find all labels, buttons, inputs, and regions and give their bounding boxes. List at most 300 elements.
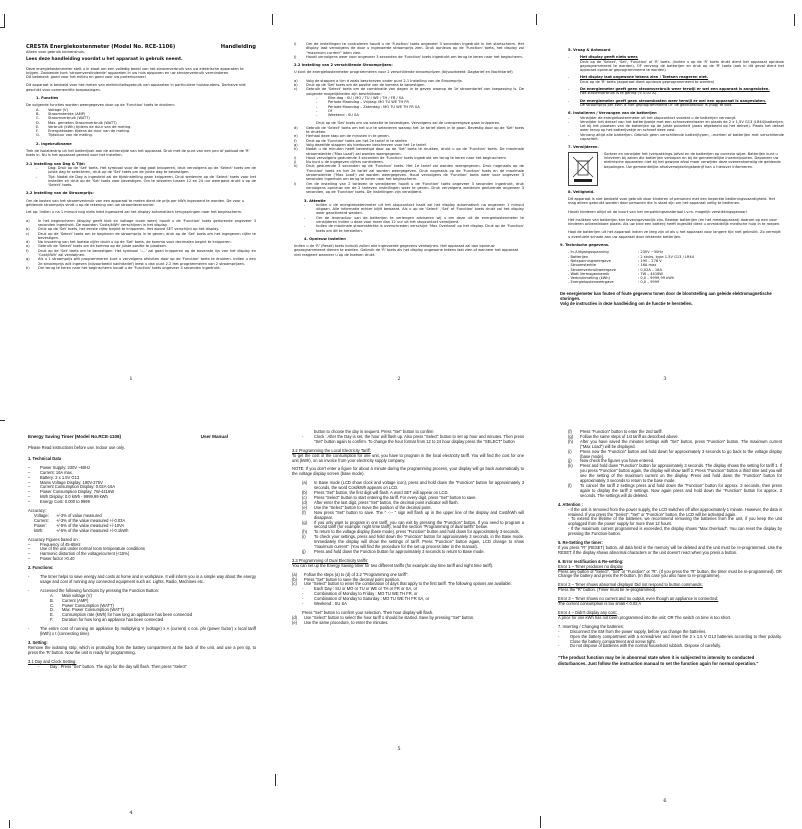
spec-value: : 16A max — [638, 263, 657, 268]
bullet: - The entire cost of running an appliance by multiplying V (voltage) x A (current) x cos. phi (power factor) x local tariff (kWh) x t (connecting time). — [28, 626, 256, 637]
function-list — [26, 108, 256, 138]
list-text: +/-5% of the value measured +/-0.1kWh — [56, 527, 129, 533]
paragraph: Dit apparaat is bedoeld voor het meten van elektriciteitsgebruik van apparaten in particuliere huishoudens. Derhalve niet geschikt voor commerciële toepassingen. — [26, 83, 246, 92]
error-title: Error 3 – Timer shows no current and no output, even though an appliance is connected: — [558, 596, 719, 602]
section-heading: 8. Veiligheid. — [568, 189, 595, 194]
list-marker: - — [316, 100, 318, 105]
section-heading: 1. Technical Data — [28, 455, 62, 461]
list-text: Press and hold down "Function" button for approximately 3 seconds. The display shows the setting for tariff 1. If you press "Function" button again, the display will show tariff 2. Press "Function" button a third time and you will see the setting of the maximum current on the display. Press and hold down the "Function" button for approximately 3 seconds to return to the base mode. — [580, 463, 782, 484]
step-list — [294, 79, 524, 96]
page-2 — [268, 0, 530, 410]
page-3 — [534, 0, 796, 410]
spec-value: : 230V ~50Hz — [638, 250, 663, 255]
list-text: Gebruik de 'Select' toets om de komma op de juiste positie te plaatsen. — [38, 244, 167, 249]
list-text: Periode Maandag – Vrijdag: MO TU WE TH FR — [328, 100, 409, 105]
list-item — [28, 500, 256, 505]
spec-value: : 7W – 4416W — [638, 271, 663, 276]
paragraph: Indien u de 'R' (Reset) toets indrukt zullen alle ingevoerde gegevens verdwijnen. Het apparaat zal dan opnieuw geprogrammeerd dienen te worden. Gebruik de 'R' toets als het display ongewone tekens laat zien of wanneer het apparaat niet reageert wanneer u op de toetsen drukt. — [294, 244, 519, 257]
list-text: Use the same procedure, to enter the minutes. — [304, 619, 389, 625]
section-heading: 3. Setting: — [28, 640, 48, 645]
list-marker: (f) — [568, 429, 572, 434]
footer-note: De energiemeter kan fouten of foute gegevens tonen door de blootstelling aan geleide elektromagnetische storingen. — [560, 290, 772, 301]
list-text: After enter the last digit, press "Set" button, the decimal point indicator will flash. — [314, 499, 459, 505]
section-heading: 2.1 Instelling van Dag & Tijd: — [26, 161, 86, 166]
list-item — [50, 618, 256, 623]
list-text: Use of the unit under normal room temperature conditions — [40, 546, 145, 552]
list-item — [26, 133, 256, 137]
list-marker: (i) — [568, 448, 572, 454]
list-text: Tijdsduur van de meting. — [48, 133, 93, 138]
list-text: Verwijder de energiekostenmeter uit het stopcontact voordat u de batterijen vervangt. — [580, 115, 737, 120]
list-marker: a) — [26, 218, 30, 223]
list-marker: (b) — [292, 576, 298, 582]
section-heading: 2.2 Instelling van 2 verschillende Stroomprijzen: — [294, 63, 393, 68]
page-number: 6 — [663, 798, 667, 804]
list-marker: - — [316, 108, 318, 113]
paragraph: U kunt de energiekostenmeter programmeren voor 2 verschillende stroomprijzen (bijvoorbeeld: Dagtarief en Nachttarief) — [294, 70, 513, 75]
list-text: Use the "Select" button to move the position of the decimal point. — [314, 504, 432, 510]
list-text: Max. gemeten Stroomverbruik (WATT) — [48, 120, 117, 125]
list-text: Om de instellingen te controleren houdt u de 'Function' toets ongeveer 3 seconden ingedrukt in het startscherm. Het display laat vervolgens de door u ingevoerde stroomprijs zien. Druk opnieuw op de 'Function' toets, het display zal "maximum current" laten zien. — [306, 42, 524, 55]
list-marker: (d) — [302, 499, 308, 505]
list-text: Do not dispose of batteries with the normal household rubbish. Dispose of carefully. — [570, 643, 722, 649]
list-text: Press and hold down the Function button for approximately 3 seconds to return to Base mode. — [314, 548, 485, 554]
list-marker: - — [568, 115, 570, 120]
spec-label: - Stroomverbruikweergave — [568, 267, 616, 272]
list-marker: (h) — [568, 438, 574, 444]
list-marker: k) — [294, 164, 298, 169]
list-marker: (a) — [302, 480, 308, 486]
crop-mark — [275, 774, 276, 786]
list-marker: i) — [294, 155, 297, 160]
attention-item: - If the unit is removed from the power supply, the LCD switches off after approximately 1 minute. However, the data is retained. If you press the "Select", "Set" or "Function" button, the LCD will be activated again. — [568, 506, 782, 517]
bullet-list — [26, 166, 256, 187]
paragraph: Druk op de 'Set' toets om uw selectie te bevestigen. Vervolgens zal de urenweergave gaan knipperen. — [316, 121, 501, 126]
bullet: - The timer helps to save energy and costs at home and in workplace. It will inform you in a simple way about the energy usage and cost of running any connected equipment such as: Lights, Radio, Machines etc.. — [28, 574, 256, 584]
list-marker: f) — [294, 138, 297, 143]
spec-label: - Watt Vermogenbereik — [568, 271, 610, 276]
list-text: Follow the steps (a) to (d) of 3.2 "Programming one tariff". — [304, 571, 409, 577]
option-list — [292, 587, 524, 607]
list-text: Gebruik de 'Select' toets om het uur te selecteren waarop het 1e tarief dient in te gaan. Bevestig door op de 'Set' toets te drukken. — [306, 125, 524, 135]
list-item — [26, 175, 256, 188]
paragraph: button to choose the day in sequent. Press "Set" button to confirm — [314, 429, 434, 434]
list-marker: j) — [294, 54, 297, 59]
list-text: Weekend : SU SA — [328, 113, 359, 118]
disposal-block — [568, 152, 784, 186]
qa-list — [568, 55, 784, 107]
page-number: 4 — [129, 810, 133, 816]
attention-item: - If the maximum current programmed is exceeded, the display shows "Max Overload". You can reset the display by pressing the Function-button. — [568, 526, 782, 537]
crop-mark — [794, 14, 795, 26]
bullet-list — [568, 116, 784, 142]
list-text: Press "Set" button to save the decimal point position. — [304, 576, 400, 582]
weee-bin-icon — [568, 152, 598, 186]
list-marker: Voltage: — [34, 512, 49, 518]
list-text: Weekend : SU SA — [314, 601, 347, 607]
paragraph: If you press "R" (RESET) button, all data held in the memory will be deleted and the unit must be re-programmed. Use the RESET if the display shows abnormal characters or the unit doesn't react when you press a button. — [558, 544, 782, 555]
list-marker: – — [28, 541, 31, 547]
error-title: Error 1 – Timer produces no display — [558, 563, 623, 569]
list-text: Battery: 2 x 1.5V G13 — [40, 474, 80, 480]
paragraph: To get the cost of the consumption for one unit, you have to program in the local electricity tariff. You will find the cost for one unit (kWh), on an invoice from your electricity supply company. — [292, 452, 524, 463]
paragraph: Let op: Indien u na 1 minuut nog niets hebt ingevoerd zal het display automatisch terugspringen naar het beginscherm. — [26, 210, 243, 215]
page-title: Energy Saving Timer (Model No.RCE-1106) User Manual — [28, 434, 228, 439]
list-marker: - — [36, 165, 38, 170]
list-text: Tijd: Nadat de Dag is ingesteld zal de tijdsinstelling gaan knipperen. Druk wederom op de 'Select' toets voor het instellen en druk op de 'Set' toets voor bevestigen. Om te wisselen tussen 12 en 24 uur weergave drukt u op de 'Select' toets. — [48, 174, 256, 188]
list-text: Power factor >0.40 — [40, 556, 75, 562]
paragraph: Remove the isolating strip, which is protruding from the battery compartment at the back of the unit, and use a pen tip, to press the 'R' button. Now the unit is ready for programming. — [28, 644, 256, 655]
list-item — [568, 484, 782, 499]
list-marker: A. — [36, 107, 40, 112]
list-marker: a) — [294, 78, 298, 83]
list-item — [294, 126, 524, 135]
paragraph: Houdt kinderen altijd uit de buurt van het verpakkingsmateriaal i.v.m. mogelijk verstikkingsgevaar! — [568, 209, 748, 214]
page-title: CRESTA Energiekostenmeter (Model No. RCE-1106) Handleiding — [26, 44, 256, 50]
list-text: Als u 1 stroomprijs wilt programmeren kunt u vervolgens afsluiten door op de 'Function' toets te drukken. Indien u een 2e stroomprijs wilt ingeven (bijvoorbeeld nachttarief) leest u dan punt 2.2 Het programmeren van 2 stroomprijzen. — [38, 257, 256, 266]
list-text: Of — [328, 108, 333, 113]
list-text: Volg dezelfde stappen als hierboven beschreven voor het 1e tarief. — [306, 142, 427, 147]
attention-item: - To extend the lifetime of the batteries, we recommend removing the batteries from the unit, if you keep the unit unplugged from the power supply for more than 12 hours. — [568, 516, 782, 527]
list-marker: (f) — [302, 509, 306, 515]
list-marker: – — [28, 556, 31, 562]
step-list — [558, 430, 782, 499]
list-text: Harmonic distortion of the voltage/current (<15%) — [40, 551, 130, 557]
list-text: Na invoering van het laatste cijfer drukt u op de 'Set' toets, de komma voor decimalen begint te knipperen. — [38, 240, 232, 245]
list-text: Stroomverbruik (WATT) — [48, 116, 90, 121]
subtitle: Alleen voor gebruik binnenshuis. — [26, 50, 85, 54]
list-item — [302, 602, 524, 607]
list-text: Consumption rate (kWh) for how long an appliance has been connected — [62, 612, 193, 618]
footer-note: Volg de instructies in deze handleiding om de functie te herstellen. — [560, 300, 693, 306]
list-marker: - — [304, 224, 306, 229]
label: Accuracy Figures based on : — [28, 536, 80, 542]
section-heading: 4. Attention : — [558, 501, 583, 507]
paragraph: Dit apparaat is niet bedoeld voor gebruik door kinderen of personen met een beperkte bedieningsvaardigheid. Het mag alleen gebruikt worden door personen die in staat zijn om het apparaat veilig te bedienen. — [568, 196, 775, 206]
list-marker: – — [28, 546, 31, 552]
section-heading: 7. Inserting / Changing the batteries: — [558, 623, 624, 629]
list-text: Mains Voltage Display: 190V-276V — [40, 479, 103, 485]
list-marker: j) — [294, 160, 297, 165]
list-text: Voltage (V) — [48, 107, 68, 112]
paragraph: Dit betekent: goed voor het milieu en goed voor uw portemonnee! — [26, 75, 147, 80]
list-text: kWh Display: 0.0 kWh - 9999,99 kWh — [40, 494, 108, 500]
section-heading: 2.2 Instelling van de Stroomprijs: — [26, 191, 94, 196]
list-text: Houdt vervolgens weer voor ongeveer 3 seconden de 'Function' toets ingedrukt om terug te keren naar het begischerm. — [306, 54, 523, 59]
section-heading: 7. Verwijderen. — [568, 145, 599, 150]
list-marker: (k) — [568, 463, 573, 469]
list-item — [294, 55, 524, 59]
list-text: Dag: Druk op de 'Set' toets. Het symbool voor de dag gaat knipperen, druk vervolgens op de 'Select' toets om de juiste dag te selecteren, druk op de 'Set' toets om de juiste dag te bevestigen. — [48, 165, 256, 175]
list-marker: Power: — [34, 522, 47, 528]
spec-label: - Stroomsterkte — [568, 263, 597, 268]
list-text: Elke dag : SU / MO / TU / WE / TH / FR / SA — [328, 95, 404, 100]
error-title: Error 2 – Timer shows abnormal displays/ Did not respond to button commands: — [558, 582, 703, 588]
list-marker: (e) — [302, 504, 308, 510]
accuracy-list — [28, 514, 256, 534]
list-item — [26, 266, 256, 270]
list-text: Current: 16A max. — [40, 469, 73, 475]
list-item — [26, 257, 256, 266]
list-marker: l) — [294, 181, 297, 186]
list-marker: - — [316, 104, 318, 109]
list-item — [294, 203, 524, 216]
step-list — [292, 616, 524, 626]
page-number: 3 — [663, 376, 667, 382]
list-text: Verwijder het deksel van het batterijvakje met een schroevendraaier en plaats de 2 x 1,5V G13 (LR44)batterijen. Let bij het plaatsen van de batterijen op de juiste polariteit (zoals afgebeeld op het deksel). Plaats het deksel weer terug op het batterijvakje en schroef deze vast. — [580, 119, 784, 133]
error-list — [558, 565, 782, 621]
list-text: To return to the voltage display (base mode), press "Function" button and hold down for approximately 3 seconds. — [314, 529, 520, 535]
spec-label: - Verbruikmeting (kWh) — [568, 276, 610, 281]
qa-item: - De energiemeter geeft geen stroomkosten weer terwijl er wel een apparaat is aangesloten. De stroomprijs per kWh is niet geprogrammeerd OF de gebruiksduur is (nog) te kort. — [568, 99, 784, 108]
question: Het display geeft niets weer. — [580, 55, 639, 60]
list-marker: – — [28, 489, 31, 495]
bullet: - Day : Press "Set" button. The sign for the day will flash. Then press "Select" — [38, 663, 187, 669]
list-text: Press "Function" button to enter the 2nd tariff. — [580, 429, 663, 434]
footer-note: "The product function may be in abnormal state when it is subjected to intensity to conducted disturbances. Just follow the instruction manual to set the function again for normal operation." — [558, 655, 759, 666]
spec-label: - Energiekostenweergave — [568, 280, 614, 285]
heading: Lees deze handleiding voordat u het apparaat in gebruik neemt. — [26, 57, 183, 63]
list-text: Use "Select" button to select the hour tariff 1 should be started. Save by pressing "Set" button. — [304, 614, 475, 620]
list-marker: - — [304, 202, 306, 207]
list-item — [294, 164, 524, 181]
list-marker: c) — [26, 231, 30, 236]
list-text: Press "Select" button to start entering the tariff. For every digit, press "Set" button to save. — [314, 494, 477, 500]
list-text: If you only want to program in one tariff, you can exit by pressing the "Function" button. If you need to program a second tariff (for example: night time tariff), read the section "Programming of dual tariffs" below. — [314, 519, 524, 530]
list-marker: – — [28, 484, 31, 490]
paragraph: Haal de batterijen uit het apparaat indien ze leeg zijn of als u het apparaat voor langere tijd niet gebruikt. Zo vermijdt u eventuele schade aan uw apparaat door lekkende batterijen. — [568, 230, 781, 239]
list-text: Now press "Set" button to save. The " -:-- " sign will flash up in the upper line of the display and Cost/kWh will disappear. — [314, 509, 524, 520]
list-marker: f) — [26, 248, 29, 253]
list-item — [26, 219, 256, 228]
list-marker: F. — [50, 617, 54, 623]
section-heading: 2. Ingebruikname — [36, 141, 72, 146]
list-item — [26, 249, 256, 258]
spec-label: - In-/Uitgangsspanning — [568, 250, 609, 255]
list-marker: (g) — [568, 433, 574, 439]
list-item — [302, 535, 524, 550]
list-text: Indien de maximale stroomsterkte is overschreden verschijnt 'Max Overload' op het display. Druk op de 'Function' toets om dit te herstellen. — [316, 224, 524, 233]
section-heading: 1. Functies — [36, 96, 59, 101]
answer: Het stroomverbruik is te gering (< 0,02 A) — [580, 91, 657, 96]
list-item — [292, 621, 524, 626]
crop-mark — [540, 816, 541, 828]
list-marker: i) — [294, 42, 297, 46]
list-text: Power Consumption Display: 7W-4416W — [40, 489, 115, 495]
crop-mark — [9, 820, 10, 828]
page-number: 1 — [129, 376, 133, 382]
error-fix: Press the "R" button. (Timer must be re-programmed). — [558, 587, 657, 593]
list-marker: E. — [36, 124, 40, 129]
list-marker: e) — [294, 134, 298, 139]
list-text: Herhaal deze stap om de minuten in te geven. — [306, 134, 390, 139]
list-text: Nadat u de minuten heeft bevestigd door op de 'Set' toets te drukken, drukt u op de 'Function' toets. De maximale stroomsterkte ('Max Load') zal worden weergegeven. — [306, 147, 524, 156]
list-item — [316, 113, 524, 117]
list-marker: A. — [50, 592, 54, 598]
list-marker: b) — [294, 83, 298, 88]
note: NOTE: If you don't enter a figure for about a minute during the programming process, your display will go back automatically to the voltage display screen (base mode). — [292, 466, 524, 477]
list-marker: (j) — [302, 548, 306, 554]
list-item — [28, 557, 256, 562]
list-marker: h) — [294, 147, 298, 152]
list-marker: - — [302, 596, 304, 602]
list-text: Power Supply: 230V ~50Hz — [40, 464, 91, 470]
list-marker: - — [558, 633, 560, 639]
list-marker: - — [316, 95, 318, 100]
list-text: Om de levensduur van de batterijen te verlengen adviseren wij u om deze uit de energiekostenmeter te verwijderen indien u deze voor meer dan 12 uur uit het stopcontact verwijderd. — [316, 215, 524, 224]
section-heading: 2. Functions: — [28, 565, 54, 571]
list-marker: Current: — [34, 517, 49, 523]
step-list — [294, 42, 524, 59]
list-item — [558, 644, 782, 649]
list-text: Nu kunt u de ingegeven cijfers controleren. — [306, 160, 384, 165]
list-text: Houd vervolgens gedurende 3 seconden de 'Function' toets ingedrukt om terug te keren naar het beginscherm — [306, 155, 506, 160]
answer: Druk op de 'R' toets (apparaat dient opnieuw geprogrammeerd te worden) — [580, 79, 715, 84]
page-number: 2 — [397, 376, 401, 382]
section-heading: 3.3 Programming of Dual Electricity tariffs: — [292, 557, 369, 563]
list-marker: (i) — [302, 534, 306, 540]
section-heading: 3.1 Day and Clock Setting: — [28, 658, 77, 664]
list-marker: (e) — [292, 619, 298, 625]
list-item — [294, 42, 524, 55]
crop-mark — [0, 420, 5, 421]
question: Het display laat ongewone tekens zien / Toetsen reageren niet. — [580, 75, 709, 80]
list-item — [294, 182, 524, 195]
spec-value: : 0,0 – 9999 — [638, 280, 660, 285]
list-marker: (c) — [302, 494, 307, 500]
spec-value: : 190 – 276 V — [638, 258, 662, 263]
list-marker: D. — [50, 607, 55, 613]
paragraph: Om de kosten van het stroomverbruik van een apparaat te meten dient de prijs per kWh ingevoerd te worden. De voor u geldende stroomprijs vindt u op de rekening van uw stroomleverancier. — [26, 198, 245, 208]
list-marker: – — [28, 474, 31, 480]
step-list — [294, 126, 524, 195]
list-marker: (j) — [568, 458, 572, 464]
answer: Druk op de 'Select', 'Set', 'Function' of 'R' toets. (Indien u op de 'R' toets drukt dient het apparaat opnieuw geprogrammeerd te worden), OF vervang de batterijen en druk op de 'R' toets (ook in dit geval dient het apparaat opnieuw geprogrammeerd te worden) — [580, 59, 784, 73]
list-text: Duration for how long an appliance has been connected — [62, 617, 164, 623]
step-list — [26, 219, 256, 271]
attention-list — [558, 508, 782, 537]
section-heading: 5. Re-Setting the timer: — [558, 540, 603, 546]
list-marker: – — [28, 464, 31, 470]
error-fix: Press any button of "Select", "Set" or "Function" or "R". (If you press the "R" button, the timer must be re-programmed). OR Change the battery and press the R-button. (In this case you also have to re-programme). — [558, 568, 782, 579]
list-marker: - — [302, 601, 304, 607]
list-marker: - — [568, 119, 570, 124]
list-marker: h) — [26, 265, 30, 270]
list-text: Use "Select" button to enter the combination of days that apply to the first tariff. The following options are available: — [304, 581, 512, 587]
crop-mark — [272, 14, 273, 25]
list-text: Druk op de 'Function' toets om het 2e tarief in te stellen — [306, 138, 408, 143]
list-text: Gebruik de 'Select' toets om de combinatie van dagen in te geven waarop de 1e stroomtarief van toepassing is. De volgende mogelijkheden zijn beschikbaar: — [306, 87, 524, 96]
list-item — [294, 224, 524, 233]
list-text: Vervang altijd alle batterijen. Gebruik geen verschillende batterijtypen, –merken of batterijen met verschillende capaciteit. — [580, 132, 784, 142]
spec-list — [28, 466, 256, 505]
list-marker: F. — [36, 129, 39, 134]
list-text: Each Day : SU or MO or TU or WE or TH or FR or SA, or — [314, 586, 418, 592]
list-text: +/-3% of the value measured +/-0.03A — [56, 517, 126, 523]
list-marker: – — [28, 551, 31, 557]
list-text: Druk op de 'Set' toets om te bevestigen. Het symbool '-:--' zal gaan knipperen op de bovenste lijn van het display en 'Cost/kWh' zal verdwijnen. — [38, 248, 256, 257]
list-item — [28, 529, 256, 534]
step-list — [292, 481, 524, 555]
list-text: Om terug te keren naar het beginscherm houdt u de 'Function' toets ongeveer 3 seconden ingedrukt. — [38, 265, 221, 270]
paragraph: De volgende functies worden weergegeven door op de 'Function' toets te drukken: — [26, 103, 175, 108]
page-number: 5 — [397, 746, 401, 752]
section-heading: 6. Error rectification & Re-setting: — [558, 558, 624, 564]
section-heading: 9. Technische gegevens. — [560, 243, 610, 248]
list-marker: - — [558, 628, 560, 634]
list-text: Druk op de 'Set' toets om de positie van de komma te bevestigen. — [306, 83, 426, 88]
list-marker: d) — [294, 125, 298, 130]
list-item — [568, 464, 782, 484]
spec-label: - Batterijen — [568, 254, 589, 259]
accuracy-figures-list — [28, 543, 256, 563]
list-item — [294, 87, 524, 96]
list-text: Druk op de 'Select' toets om te beginnen de stroomprijs in te geven, druk op de 'Set' toets om het ingegeven cijfer te bevestigen. — [38, 231, 256, 240]
paragraph: You can set up the Energy Saving timer for two different tariffs (for example: day time tariff and night time tariff). — [292, 562, 494, 568]
list-text: To cancel the tariff 2 settings press and hold down the "Function" button for approx. 3 seconds, then press again to display the tariff 2 settings. Now again press and hold down the "Function" button for approx. 3 seconds. The settings will do deleted. — [580, 482, 782, 498]
list-text: Follow the same steps of 1st tariff as described above. — [580, 433, 679, 439]
qa-item: - De energiemeter geeft geen stroomverbruik weer terwijl er wel een apparaat is aangesloten. Het stroomverbruik is te gering (< 0,02 A) — [568, 87, 784, 96]
error-fix: The current consumption is too small < 0.02 A — [558, 601, 642, 607]
page-6 — [534, 418, 796, 828]
list-text: Max. Power Consumption (WATT) — [62, 607, 124, 613]
list-text: In het beginscherm (display geeft klok en voltage icoon weer) houdt u de 'Function' toets gedurende ongeveer 3 seconden ingedrukt. De woorden 'Costs/kWh' verschijnen in het display. — [38, 218, 256, 227]
bullet-list — [294, 203, 524, 233]
list-marker: (h) — [302, 529, 308, 535]
bullet: - Clock : After the Day is set, the hour will flash up. Also press "Select" button to set up hour and minutes. Then press "Set" button again to confirm. To change the hour format from 12 to 24 hour display press the "SELECT" button — [302, 433, 524, 444]
list-marker: (d) — [292, 614, 298, 620]
list-text: Current (AMP) — [62, 597, 89, 603]
list-marker: (c) — [292, 581, 297, 587]
qa-item: - Het display laat ongewone tekens zien / Toetsen reageren niet. Druk op de 'R' toets (apparaat dient opnieuw geprogrammeerd te worden) — [568, 75, 784, 84]
list-text: +/-5% of the value measured +/-10VA — [56, 522, 125, 528]
list-text: Druk op de 'Set' toets, het eerste cijfer begint te knipperen. Het woord SET verschijnt op het display. — [38, 227, 220, 232]
section-heading: 3.2 Programming the Local Electricity Tariff: — [292, 447, 371, 453]
spec-value: : 0,02A – 16A — [638, 267, 662, 272]
list-marker: - — [568, 132, 570, 137]
list-text: After you have saved the minutes settings with "Set" button, press "Function" button. The maximum current ("Max Load") will be displayed. — [580, 438, 782, 449]
bullet-list — [558, 630, 782, 650]
section-heading: 4. Opnieuw Instellen — [304, 236, 346, 241]
list-item — [302, 550, 524, 555]
bullet: - Accessed the following functions by pressing the Function Button: — [28, 587, 160, 593]
list-text: Energiekosten tijdens de duur van de meting. — [48, 129, 131, 134]
list-text: Current Consumption Display: 0.02A-16A — [40, 484, 116, 490]
list-item — [568, 120, 784, 133]
question: De energiemeter geeft geen stroomkosten weer terwijl er wel een apparaat is aangesloten. — [580, 98, 767, 103]
list-marker: – — [28, 499, 31, 505]
list-marker: (b) — [302, 490, 308, 496]
answer: De stroomprijs per kWh is niet geprogrammeerd OF de gebruiksduur is (nog) te kort. — [580, 102, 733, 107]
list-item — [294, 216, 524, 225]
list-item — [294, 147, 524, 156]
list-text: Frequency of 45-65Hz — [40, 541, 81, 547]
paragraph: Het inslikken van batterijen kan levensgevaarlijk zijn. Bewaar batterijen (en het meetapparaat) daarom op een voor kinderen onbereikbare plaats. Als uw kind een batterij heeft ingeslikt dient u onmiddellijk medische hulp in te roepen. — [568, 217, 781, 227]
paragraph: Deze energiekostenmeter stelt u in staat om een volledig beeld van het stroomverbruik van uw elektrische apparaten te krijgen. Zodoende kunt 'stroomverslindende' apparaten in uw huis opsporen en uw stroomverbruik verminderen. — [26, 66, 244, 75]
list-marker: - — [36, 174, 38, 179]
option-list — [294, 96, 524, 117]
spec-table — [568, 250, 784, 284]
list-text: Stroomsterkte (AMP) — [48, 111, 86, 116]
list-text: Druk gedurende 3 seconden op de 'Function' toets. Het 1e tarief zal worden weergegeven. Druk nogmaals op de 'Function' toets en het 2e tarief zal worden weergegeven. Druk nogmaals op de 'Function' toets en de maximale stroomsterkte ('Max Load') zal worden weergegeven. Houd vervolgens de 'Function' toets weer voor ongeveer 3 seconden ingedrukt om terug te keren naar het beginscherm. — [306, 164, 524, 182]
list-text: Combination of Monday to Friday : MO TU WE TH FR, or — [314, 591, 418, 597]
list-text: Verbruik (kWh) tijdens de duur van de meting. — [48, 124, 132, 129]
list-marker: (g) — [302, 519, 308, 525]
section-heading: 6. Installeren / Vervangen van de batterijen — [568, 111, 657, 116]
question: De energiemeter geeft geen stroomverbruik weer terwijl er wel een apparaat is aangesloten. — [580, 87, 770, 92]
paragraph: Press "Set" button to confirm your selection. Then hour display will flash. — [302, 610, 434, 615]
list-marker: kWh: — [34, 527, 44, 533]
